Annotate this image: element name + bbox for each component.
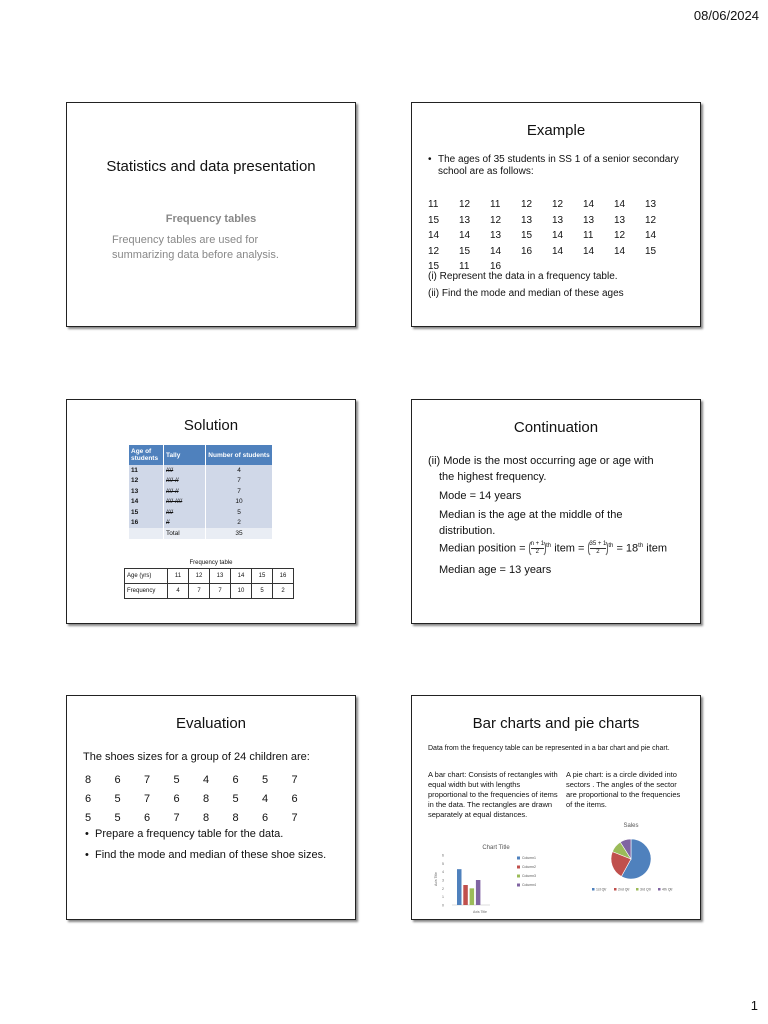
table-row [428,244,676,260]
shoe-size: 8 [85,773,92,786]
y-tick-label: 5 [442,861,444,866]
chart-title: Sales [623,823,639,829]
legend-swatch [517,866,520,869]
age-cell: 11 [168,569,189,584]
row-label: Age (yrs) [125,569,168,584]
age-cell: 12 [129,476,164,487]
shoe-size: 5 [114,811,121,824]
age-value: 13 [614,214,626,226]
table-row [125,569,294,584]
age-value: 14 [552,230,564,242]
bullet-point: • Prepare a frequency table for the data. [85,828,284,840]
column-header: Number of students [206,445,273,465]
age-value: 12 [428,245,440,257]
frequency-cell: 4 [168,584,189,599]
column-header: Age of students [129,445,164,465]
age-value: 12 [521,199,533,211]
age-value: 14 [614,199,626,211]
x-axis-title: Axis Title [472,910,488,914]
shoe-size: 5 [85,811,92,824]
shoe-size: 8 [203,811,210,824]
tally-cell: //// // [164,486,206,497]
fraction: $\frac{35 + 1}{2}$ [589,541,607,555]
slide-bar-pie-charts [411,695,701,920]
pie-chart [584,821,694,896]
fraction: $\frac{n + 1}{2}$ [530,541,545,555]
bar-chart [426,841,556,916]
bar-column3 [470,888,475,905]
age-value: 12 [552,199,564,211]
tally-cell: //// [164,507,206,518]
chart-title: Chart Title [482,845,510,851]
legend-label: Column3 [522,874,537,878]
age-cell: 12 [189,569,210,584]
slide-title: Example [526,122,586,139]
table-row [129,497,273,508]
legend-swatch [517,884,520,887]
age-value: 12 [459,199,471,211]
table-row [125,584,294,599]
frequency-cell: 10 [231,584,252,599]
total-cell [129,528,164,539]
age-value: 14 [583,199,595,211]
shoe-size: 6 [173,792,180,805]
age-value: 11 [459,261,470,273]
intro-text: The shoes sizes for a group of 24 children are: [83,751,310,763]
legend-label: 2nd Qtr [618,887,630,892]
legend-label: 4th Qtr [662,887,673,892]
age-value: 13 [552,214,564,226]
age-cell: 15 [252,569,273,584]
table-row [129,465,273,476]
shoe-size: 6 [291,792,298,805]
bullet-point: • Find the mode and median of these shoe sizes. [85,849,327,861]
shoe-size: 8 [232,811,239,824]
shoe-size: 7 [291,773,298,786]
median-position-line: Median position = $\frac{n + 1}{2}$ $^{th}$ item = $\frac{35 + 1}{2}$ $^{th}$ = 18th item [439,541,668,555]
age-cell: 16 [129,518,164,529]
shoe-size: 7 [291,811,298,824]
age-value: 15 [428,261,440,273]
frequency-cell: 7 [189,584,210,599]
legend-label: 1st Qtr [596,887,607,892]
question-2: (ii) Find the mode and median of these ages [428,288,624,299]
sub-heading: Frequency tables [165,213,257,225]
bullet-point: • The ages of 35 students in SS 1 of a senior secondary school are as follows: [428,154,679,177]
shoe-size: 6 [262,811,269,824]
intro-text: Data from the frequency table can be represented in a bar chart and pie chart. [428,745,670,752]
frequency-cell: 7 [210,584,231,599]
age-value: 15 [645,245,657,257]
age-value: 13 [490,230,502,242]
age-value: 14 [645,230,657,242]
count-cell: 4 [206,465,273,476]
age-value: 14 [428,230,440,242]
table-row [129,507,273,518]
table-row [129,486,273,497]
text-line: Median age = 13 years [439,564,552,576]
tally-table [129,445,273,539]
age-value: 14 [459,230,471,242]
legend-swatch [614,888,617,891]
slide-evaluation [66,695,356,920]
table-row [85,808,321,827]
y-tick-label: 1 [442,895,444,900]
ages-table [428,197,676,275]
age-value: 12 [490,214,502,226]
age-cell: 14 [231,569,252,584]
age-value: 13 [645,199,657,211]
total-row [129,528,273,539]
count-cell: 2 [206,518,273,529]
slide-example [411,102,701,327]
text-line: the highest frequency. [439,471,547,483]
y-tick-label: 3 [442,878,444,883]
text-line: distribution. [439,525,496,537]
legend-swatch [592,888,595,891]
y-tick-label: 0 [442,903,444,908]
frequency-table [124,568,294,599]
text-line: (ii) Mode is the most occurring age or age with [428,455,654,467]
frequency-cell: 2 [273,584,294,599]
question-1: (i) Represent the data in a frequency table. [428,271,618,282]
legend-swatch [636,888,639,891]
shoe-size: 4 [262,792,269,805]
legend-label: Column4 [522,883,537,887]
bullet-icon: • [85,849,89,861]
tally-cell: //// [164,465,206,476]
text-line: Median is the age at the middle of the [439,509,623,521]
slide-continuation [411,399,701,624]
page-number: 1 [750,998,758,1013]
age-value: 12 [645,214,657,226]
legend-label: Column1 [522,856,537,860]
bullet-icon: • [428,154,432,165]
shoe-size: 6 [232,773,239,786]
slide-title: Evaluation [175,715,247,732]
bar-column4 [476,880,481,905]
age-value: 15 [521,230,533,242]
legend-swatch [517,857,520,860]
age-value: 16 [521,245,533,257]
bar-column1 [457,869,462,905]
count-cell: 10 [206,497,273,508]
y-tick-label: 2 [442,886,444,891]
age-value: 15 [428,214,440,226]
column-header: Tally [164,445,206,465]
age-value: 11 [583,230,594,242]
shoe-size: 7 [173,811,180,824]
age-value: 13 [459,214,471,226]
shoe-size: 4 [203,773,210,786]
age-cell: 11 [129,465,164,476]
shoe-sizes-table [85,770,321,827]
age-value: 11 [490,199,501,211]
bullet-icon: • [85,828,89,840]
slide-title: Continuation [513,419,599,436]
page-date: 08/06/2024 [693,8,759,23]
bar-chart-description: A bar chart: Consists of rectangles with equal width but with lengths proportional to the frequencies of items in the data. The rectangles are drawn separately at equal distances. [428,770,558,819]
age-cell: 15 [129,507,164,518]
shoe-size: 6 [144,811,151,824]
table-row [428,228,676,244]
y-axis-title: Axis Title [434,871,438,887]
slide-statistics-intro [66,102,356,327]
age-value: 12 [614,230,626,242]
age-value: 13 [583,214,595,226]
table-row [129,518,273,529]
slide-title: Statistics and data presentation [106,158,316,175]
age-cell: 14 [129,497,164,508]
slide-title: Bar charts and pie charts [472,715,640,732]
age-cell: 13 [210,569,231,584]
legend-swatch [517,875,520,878]
age-value: 13 [521,214,533,226]
text-line: Mode = 14 years [439,490,522,502]
shoe-size: 6 [114,773,121,786]
tally-cell: // [164,518,206,529]
age-value: 11 [428,199,439,211]
age-value: 14 [552,245,564,257]
age-cell: 16 [273,569,294,584]
age-cell: 13 [129,486,164,497]
shoe-size: 5 [262,773,269,786]
frequency-table-caption: Frequency table [189,560,233,566]
y-tick-label: 4 [442,870,444,875]
shoe-size: 5 [173,773,180,786]
pie-chart-description: A pie chart: is a circle divided into sectors . The angles of the sector are proportional to the frequencies of the items. [566,770,681,809]
y-tick-label: 6 [442,853,444,858]
count-cell: 7 [206,486,273,497]
shoe-size: 7 [144,773,151,786]
total-cell: 35 [206,528,273,539]
table-row [428,213,676,229]
shoe-size: 7 [144,792,151,805]
shoe-size: 5 [232,792,239,805]
total-cell: Total [164,528,206,539]
frequency-cell: 5 [252,584,273,599]
shoe-size: 5 [114,792,121,805]
age-value: 16 [490,261,502,273]
table-row [129,476,273,487]
bar-column2 [463,885,468,905]
legend-swatch [658,888,661,891]
table-row [85,770,321,789]
legend-label: 3rd Qtr [640,887,651,892]
shoe-size: 8 [203,792,210,805]
age-value: 14 [583,245,595,257]
sub-text: Frequency tables are used for summarizing data before analysis. [112,234,279,261]
shoe-size: 6 [85,792,92,805]
slide-title: Solution [183,417,239,434]
tally-cell: //// // [164,476,206,487]
age-value: 15 [459,245,471,257]
table-row [85,789,321,808]
count-cell: 7 [206,476,273,487]
table-row [428,197,676,213]
legend-label: Column2 [522,865,537,869]
header-row [129,445,273,465]
tally-cell: //// //// [164,497,206,508]
age-value: 14 [490,245,502,257]
age-value: 14 [614,245,626,257]
count-cell: 5 [206,507,273,518]
slide-solution [66,399,356,624]
row-label: Frequency [125,584,168,599]
